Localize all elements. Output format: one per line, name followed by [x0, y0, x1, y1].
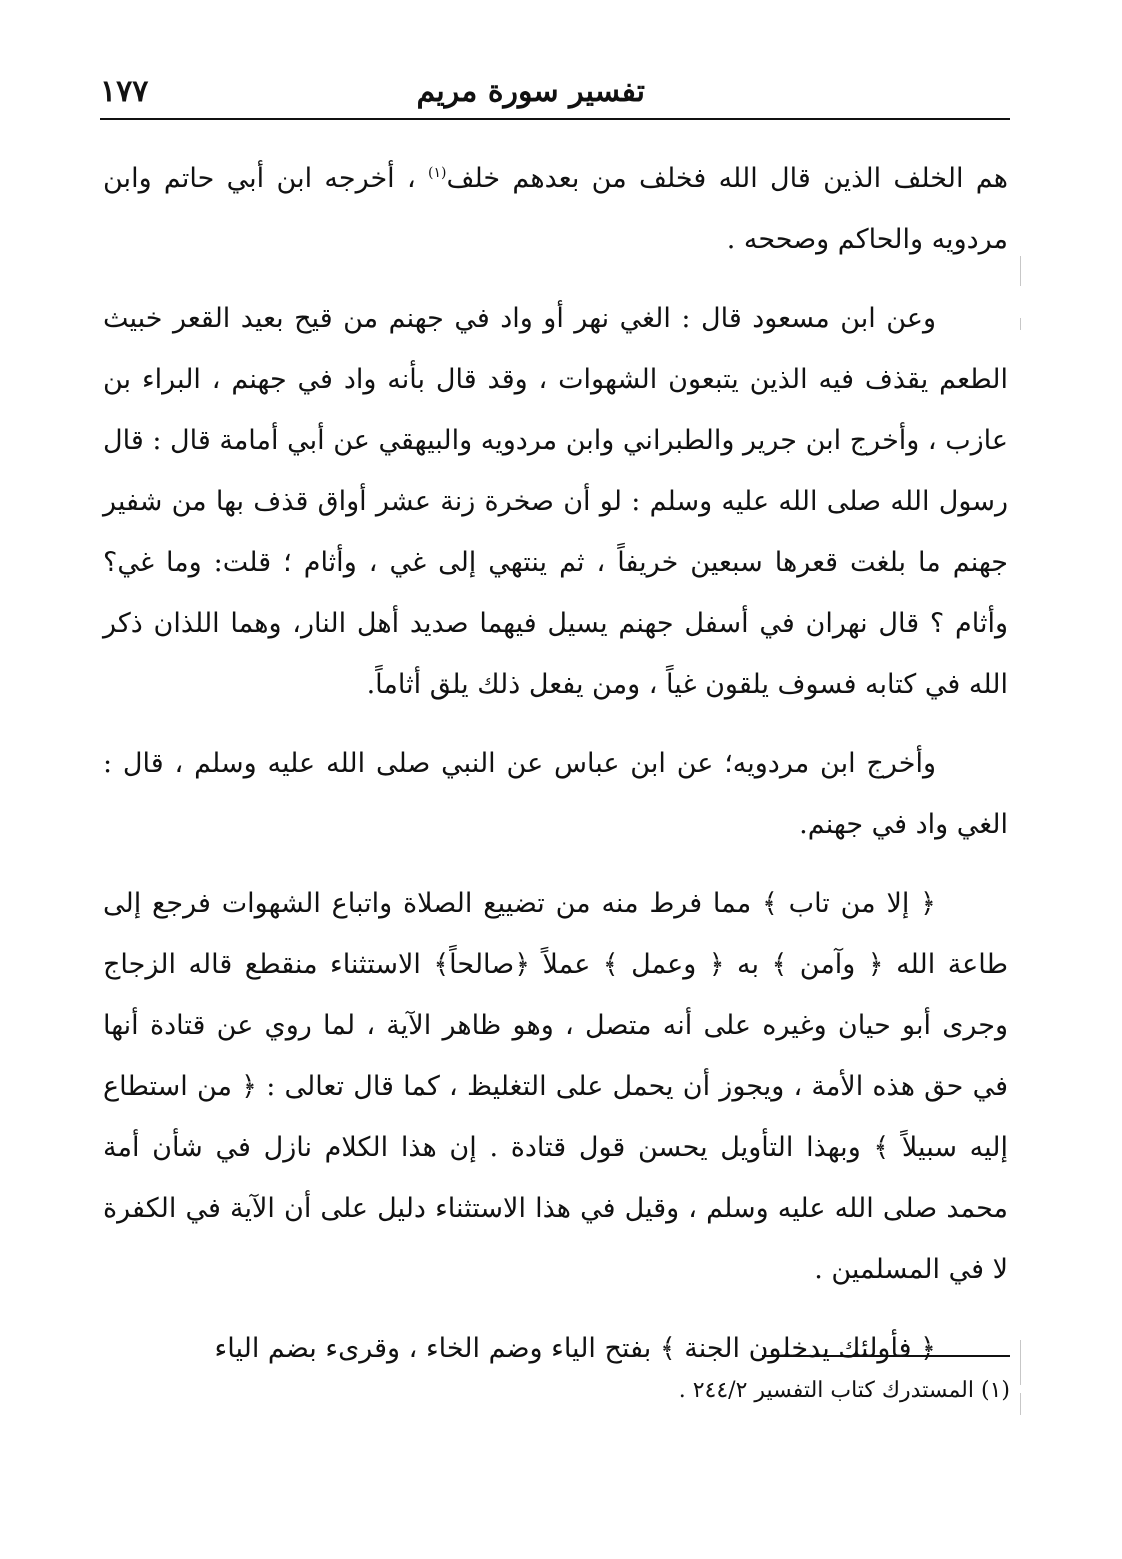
paragraph-1 — [103, 148, 1008, 270]
footnote: (١) المستدرك كتاب التفسير ٢٤٤/٢ . — [678, 1378, 1010, 1403]
scan-artifact-line — [1020, 256, 1021, 286]
main-text — [103, 148, 1008, 1379]
paragraph-4: ﴿ إلا من تاب ﴾ مما فرط منه من تضييع الصلاة واتباع الشهوات فرجع إلى طاعة الله ﴿ وآمن ﴾ به ﴿ وعمل ﴾ عملاً ﴿صالحاً﴾ الاستثناء منقطع قاله الزجاج وجرى أبو حيان وغيره على أنه متصل ، وهو ظاهر الآية ، لما روي عن قتادة أنها في حق هذه الأمة ، ويجوز أن يحمل على التغليظ ، كما قال تعالى : ﴿ من استطاع إليه سبيلاً ﴾ وبهذا التأويل يحسن قول قتادة . إن هذا الكلام نازل في شأن أمة محمد صلى الله عليه وسلم ، وقيل في هذا الاستثناء دليل على أن الآية في الكفرة لا في المسلمين . — [103, 888, 1008, 1285]
scan-artifact-line — [1020, 1340, 1021, 1385]
scan-artifact-line — [1020, 318, 1021, 330]
chapter-title: تفسير سورة مريم — [416, 74, 645, 109]
scan-artifact-line — [1020, 1393, 1021, 1415]
page-number: ١٧٧ — [100, 74, 149, 109]
footnote-separator — [762, 1355, 1010, 1357]
footnote-reference: (١) — [428, 165, 447, 181]
paragraph-2: وعن ابن مسعود قال : الغي نهر أو واد في جهنم من قيح بعيد القعر خبيث الطعم يقذف فيه الذين يتبعون الشهوات ، وقد قال بأنه واد في جهنم ، البراء بن عازب ، وأخرج ابن جرير والطبراني وابن مردويه والبيهقي عن أبي أمامة قال : قال رسول الله صلى الله عليه وسلم : لو أن صخرة زنة عشر أواق قذف بها من شفير جهنم ما بلغت قعرها سبعين خريفاً ، ثم ينتهي إلى غي ، وأثام ؛ قلت: وما غي؟ وأثام ؟ قال نهران في أسفل جهنم يسيل فيهما صديد أهل النار، وهما اللذان ذكر الله في كتابه فسوف يلقون غياً ، ومن يفعل ذلك يلق أثاماً. — [103, 303, 1008, 700]
paragraph-3: وأخرج ابن مردويه؛ عن ابن عباس عن النبي صلى الله عليه وسلم ، قال : الغي واد في جهنم. — [103, 748, 1008, 840]
paragraph-5: ﴿ فأولئك يدخلون الجنة ﴾ بفتح الياء وضم الخاء ، وقرىء بضم الياء — [214, 1333, 936, 1364]
paragraph-1-text-start: هم الخلف الذين قال الله فخلف من بعدهم خلف — [446, 163, 1008, 194]
paragraph-1-text-end: ، أخرجه ابن أبي حاتم وابن مردويه والحاكم وصححه . — [103, 163, 1008, 255]
running-header — [100, 70, 1010, 120]
